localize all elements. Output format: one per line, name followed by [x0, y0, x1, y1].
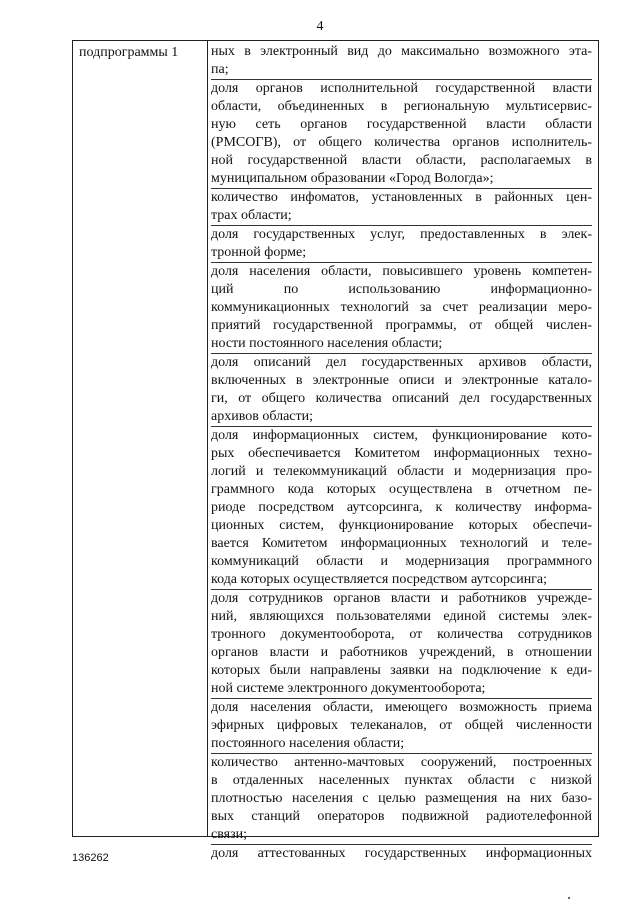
indicator-item	[211, 43, 592, 80]
column-divider	[207, 41, 208, 836]
indicator-line: ную сеть органов государственной власти области	[211, 117, 592, 132]
indicator-item	[211, 226, 592, 263]
indicator-line: ций по использованию информационно-	[211, 282, 592, 297]
indicator-line: граммного кода которых осуществлена в отчетном пе-	[211, 482, 592, 497]
indicator-line: муниципальном образовании «Город Вологда»;	[211, 171, 494, 186]
indicator-line: ной системе электронного документооборота;	[211, 681, 486, 696]
indicator-line: доля населения области, имеющего возможность приема	[211, 700, 592, 715]
indicator-item	[211, 754, 592, 845]
indicator-line: органов власти и работников учреждений, в отношении	[211, 645, 592, 660]
indicator-item	[211, 590, 592, 699]
indicator-line: ги, от общего количества описаний дел государственных	[211, 391, 592, 406]
subprogram-label: подпрограммы 1	[79, 45, 179, 60]
indicator-line: доля органов исполнительной государственной власти	[211, 81, 592, 96]
indicator-line: доля государственных услуг, предоставленных в элек-	[211, 227, 592, 242]
scan-speck	[568, 897, 570, 899]
indicator-item	[211, 427, 592, 590]
indicator-line: связи;	[211, 827, 247, 842]
indicator-line: вых станций операторов подвижной радиотелефонной	[211, 809, 592, 824]
indicator-line: вается Комитетом информационных технологий и теле-	[211, 536, 592, 551]
page-number: 4	[316, 19, 324, 34]
indicator-line: кода которых осуществляется посредством аутсорсинга;	[211, 572, 548, 587]
indicator-line: включенных в электронные описи и электронные катало-	[211, 373, 592, 388]
indicator-line: доля сотрудников органов власти и работников учрежде-	[211, 591, 592, 606]
indicator-line: количество антенно-мачтовых сооружений, построенных	[211, 755, 592, 770]
document-number: 136262	[72, 852, 109, 864]
indicator-line: доля аттестованных государственных информационных	[211, 846, 592, 861]
indicator-line: (РМСОГВ), от общего количества органов исполнитель-	[211, 135, 592, 150]
indicator-item	[211, 845, 592, 863]
indicator-line: доля информационных систем, функционирование кото-	[211, 428, 592, 443]
indicator-line: коммуникационных технологий за счет реализации меро-	[211, 300, 592, 315]
indicator-line: ционных систем, функционирование которых обеспечи-	[211, 518, 592, 533]
indicator-line: архивов области;	[211, 409, 314, 424]
indicator-line: приятий государственной программы, от общей числен-	[211, 318, 592, 333]
indicator-line: логий и телекоммуникаций области и модернизация про-	[211, 464, 592, 479]
indicator-line: области, объединенных в региональную мультисервис-	[211, 99, 592, 114]
indicator-line: рых обеспечивается Комитетом информационных техно-	[211, 446, 592, 461]
indicator-line: риоде посредством аутсорсинга, к количеству информа-	[211, 500, 592, 515]
indicator-line: трах области;	[211, 208, 292, 223]
indicator-line: коммуникаций области и модернизация программного	[211, 554, 592, 569]
indicators-list	[211, 43, 592, 863]
indicator-line: ных в электронный вид до максимально возможного эта-	[211, 44, 592, 59]
indicator-line: доля населения области, повысившего уровень компетен-	[211, 264, 592, 279]
indicator-item	[211, 189, 592, 226]
indicator-line: тронного документооборота, от количества сотрудников	[211, 627, 592, 642]
indicator-line: доля описаний дел государственных архивов области,	[211, 355, 592, 370]
indicator-item	[211, 80, 592, 189]
indicator-item	[211, 263, 592, 354]
indicator-line: па;	[211, 62, 229, 77]
indicator-line: ной государственной власти области, располагаемых в	[211, 153, 592, 168]
indicator-line: которых были направлены заявки на подключение к еди-	[211, 663, 592, 678]
indicator-line: плотностью населения с целью размещения на них базо-	[211, 791, 592, 806]
indicator-item	[211, 699, 592, 754]
indicator-line: ности постоянного населения области;	[211, 336, 443, 351]
indicator-line: ний, являющихся пользователями единой системы элек-	[211, 609, 592, 624]
indicator-item	[211, 354, 592, 427]
indicator-line: в отдаленных населенных пунктах области с низкой	[211, 773, 592, 788]
indicator-line: постоянного населения области;	[211, 736, 405, 751]
indicator-line: тронной форме;	[211, 245, 307, 260]
indicator-line: количество инфоматов, установленных в районных цен-	[211, 190, 592, 205]
indicator-line: эфирных цифровых телеканалов, от общей численности	[211, 718, 592, 733]
